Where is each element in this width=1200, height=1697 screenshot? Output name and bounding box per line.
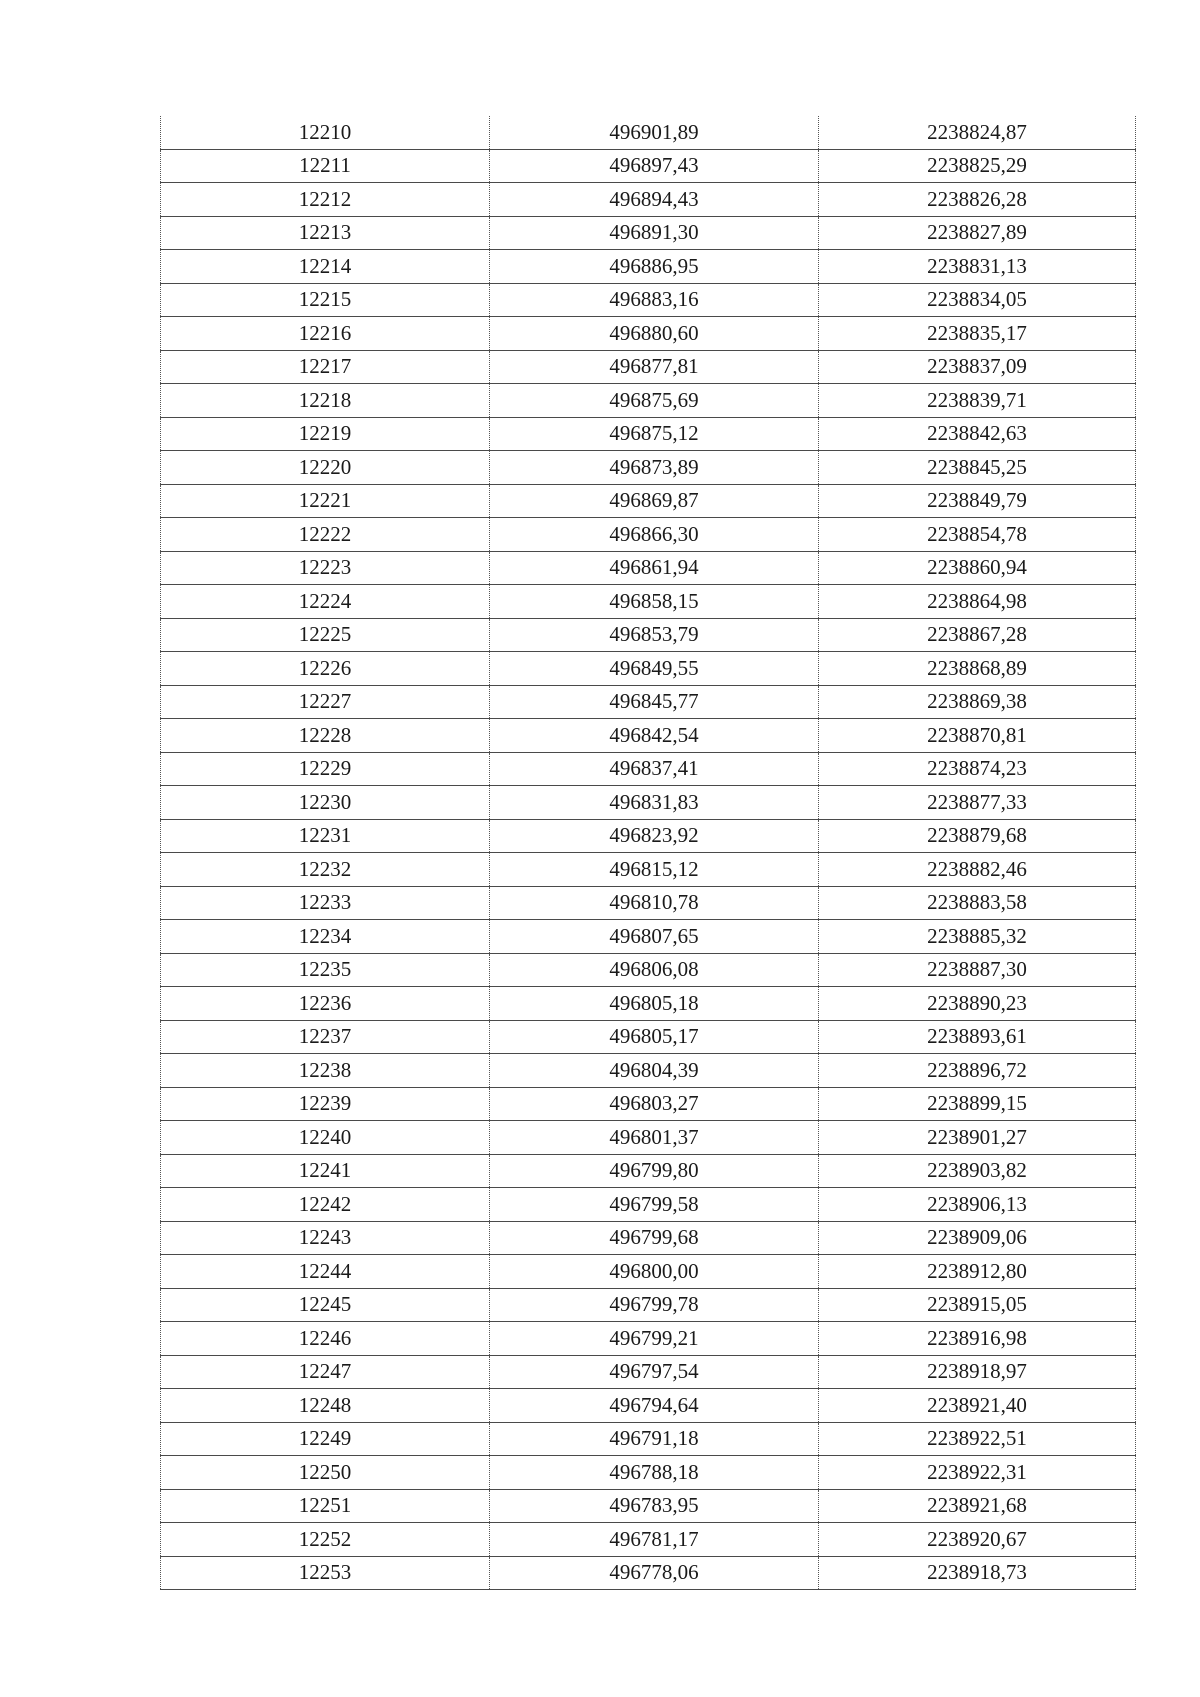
y-coordinate-cell: 2238845,25 <box>819 451 1136 485</box>
x-coordinate-cell: 496799,68 <box>490 1221 819 1255</box>
point-number-cell: 12229 <box>161 752 490 786</box>
x-coordinate-cell: 496805,18 <box>490 987 819 1021</box>
table-row <box>161 1322 1136 1356</box>
y-coordinate-cell: 2238903,82 <box>819 1154 1136 1188</box>
table-row <box>161 183 1136 217</box>
point-number-cell: 12239 <box>161 1087 490 1121</box>
point-number-cell: 12215 <box>161 283 490 317</box>
x-coordinate-cell: 496815,12 <box>490 853 819 887</box>
y-coordinate-cell: 2238909,06 <box>819 1221 1136 1255</box>
y-coordinate-cell: 2238882,46 <box>819 853 1136 887</box>
point-number-cell: 12233 <box>161 886 490 920</box>
x-coordinate-cell: 496891,30 <box>490 216 819 250</box>
point-number-cell: 12221 <box>161 484 490 518</box>
x-coordinate-cell: 496845,77 <box>490 685 819 719</box>
x-coordinate-cell: 496781,17 <box>490 1523 819 1557</box>
y-coordinate-cell: 2238893,61 <box>819 1020 1136 1054</box>
table-row <box>161 1556 1136 1590</box>
y-coordinate-cell: 2238922,31 <box>819 1456 1136 1490</box>
y-coordinate-cell: 2238868,89 <box>819 652 1136 686</box>
table-row <box>161 1087 1136 1121</box>
point-number-cell: 12250 <box>161 1456 490 1490</box>
y-coordinate-cell: 2238906,13 <box>819 1188 1136 1222</box>
point-number-cell: 12238 <box>161 1054 490 1088</box>
x-coordinate-cell: 496849,55 <box>490 652 819 686</box>
point-number-cell: 12240 <box>161 1121 490 1155</box>
x-coordinate-cell: 496807,65 <box>490 920 819 954</box>
table-row <box>161 1456 1136 1490</box>
table-row <box>161 216 1136 250</box>
table-row <box>161 484 1136 518</box>
x-coordinate-cell: 496783,95 <box>490 1489 819 1523</box>
table-row <box>161 953 1136 987</box>
point-number-cell: 12214 <box>161 250 490 284</box>
x-coordinate-cell: 496788,18 <box>490 1456 819 1490</box>
point-number-cell: 12243 <box>161 1221 490 1255</box>
table-row <box>161 585 1136 619</box>
table-row <box>161 1489 1136 1523</box>
y-coordinate-cell: 2238824,87 <box>819 116 1136 149</box>
y-coordinate-cell: 2238870,81 <box>819 719 1136 753</box>
table-row <box>161 1355 1136 1389</box>
table-row <box>161 886 1136 920</box>
x-coordinate-cell: 496877,81 <box>490 350 819 384</box>
y-coordinate-cell: 2238834,05 <box>819 283 1136 317</box>
point-number-cell: 12234 <box>161 920 490 954</box>
table-row <box>161 786 1136 820</box>
y-coordinate-cell: 2238827,89 <box>819 216 1136 250</box>
y-coordinate-cell: 2238921,40 <box>819 1389 1136 1423</box>
y-coordinate-cell: 2238874,23 <box>819 752 1136 786</box>
y-coordinate-cell: 2238831,13 <box>819 250 1136 284</box>
y-coordinate-cell: 2238922,51 <box>819 1422 1136 1456</box>
table-row <box>161 350 1136 384</box>
table-row <box>161 618 1136 652</box>
point-number-cell: 12217 <box>161 350 490 384</box>
table-row <box>161 1288 1136 1322</box>
table-row <box>161 250 1136 284</box>
coordinates-table <box>160 116 1136 1590</box>
y-coordinate-cell: 2238867,28 <box>819 618 1136 652</box>
x-coordinate-cell: 496894,43 <box>490 183 819 217</box>
x-coordinate-cell: 496778,06 <box>490 1556 819 1590</box>
x-coordinate-cell: 496801,37 <box>490 1121 819 1155</box>
x-coordinate-cell: 496799,80 <box>490 1154 819 1188</box>
x-coordinate-cell: 496886,95 <box>490 250 819 284</box>
y-coordinate-cell: 2238916,98 <box>819 1322 1136 1356</box>
y-coordinate-cell: 2238842,63 <box>819 417 1136 451</box>
x-coordinate-cell: 496831,83 <box>490 786 819 820</box>
table-row <box>161 1020 1136 1054</box>
table-row <box>161 719 1136 753</box>
x-coordinate-cell: 496803,27 <box>490 1087 819 1121</box>
y-coordinate-cell: 2238860,94 <box>819 551 1136 585</box>
x-coordinate-cell: 496875,12 <box>490 417 819 451</box>
point-number-cell: 12241 <box>161 1154 490 1188</box>
table-row <box>161 317 1136 351</box>
x-coordinate-cell: 496866,30 <box>490 518 819 552</box>
point-number-cell: 12235 <box>161 953 490 987</box>
y-coordinate-cell: 2238864,98 <box>819 585 1136 619</box>
y-coordinate-cell: 2238912,80 <box>819 1255 1136 1289</box>
table-row <box>161 417 1136 451</box>
coordinates-table-body <box>161 116 1136 1590</box>
x-coordinate-cell: 496883,16 <box>490 283 819 317</box>
y-coordinate-cell: 2238887,30 <box>819 953 1136 987</box>
point-number-cell: 12213 <box>161 216 490 250</box>
y-coordinate-cell: 2238849,79 <box>819 484 1136 518</box>
table-row <box>161 1523 1136 1557</box>
table-row <box>161 685 1136 719</box>
point-number-cell: 12223 <box>161 551 490 585</box>
x-coordinate-cell: 496858,15 <box>490 585 819 619</box>
point-number-cell: 12228 <box>161 719 490 753</box>
table-row <box>161 116 1136 149</box>
table-row <box>161 451 1136 485</box>
y-coordinate-cell: 2238896,72 <box>819 1054 1136 1088</box>
table-row <box>161 149 1136 183</box>
table-row <box>161 987 1136 1021</box>
x-coordinate-cell: 496799,21 <box>490 1322 819 1356</box>
y-coordinate-cell: 2238899,15 <box>819 1087 1136 1121</box>
x-coordinate-cell: 496837,41 <box>490 752 819 786</box>
table-row <box>161 551 1136 585</box>
table-row <box>161 1422 1136 1456</box>
x-coordinate-cell: 496797,54 <box>490 1355 819 1389</box>
x-coordinate-cell: 496800,00 <box>490 1255 819 1289</box>
table-row <box>161 752 1136 786</box>
point-number-cell: 12248 <box>161 1389 490 1423</box>
point-number-cell: 12226 <box>161 652 490 686</box>
table-row <box>161 1389 1136 1423</box>
point-number-cell: 12220 <box>161 451 490 485</box>
y-coordinate-cell: 2238825,29 <box>819 149 1136 183</box>
y-coordinate-cell: 2238901,27 <box>819 1121 1136 1155</box>
table-row <box>161 518 1136 552</box>
table-row <box>161 652 1136 686</box>
point-number-cell: 12232 <box>161 853 490 887</box>
x-coordinate-cell: 496901,89 <box>490 116 819 149</box>
point-number-cell: 12253 <box>161 1556 490 1590</box>
x-coordinate-cell: 496805,17 <box>490 1020 819 1054</box>
table-row <box>161 283 1136 317</box>
point-number-cell: 12225 <box>161 618 490 652</box>
table-row <box>161 1221 1136 1255</box>
x-coordinate-cell: 496853,79 <box>490 618 819 652</box>
point-number-cell: 12230 <box>161 786 490 820</box>
y-coordinate-cell: 2238826,28 <box>819 183 1136 217</box>
point-number-cell: 12249 <box>161 1422 490 1456</box>
y-coordinate-cell: 2238879,68 <box>819 819 1136 853</box>
x-coordinate-cell: 496861,94 <box>490 551 819 585</box>
x-coordinate-cell: 496873,89 <box>490 451 819 485</box>
point-number-cell: 12245 <box>161 1288 490 1322</box>
y-coordinate-cell: 2238885,32 <box>819 920 1136 954</box>
x-coordinate-cell: 496842,54 <box>490 719 819 753</box>
x-coordinate-cell: 496799,78 <box>490 1288 819 1322</box>
point-number-cell: 12212 <box>161 183 490 217</box>
point-number-cell: 12231 <box>161 819 490 853</box>
table-row <box>161 1255 1136 1289</box>
x-coordinate-cell: 496897,43 <box>490 149 819 183</box>
point-number-cell: 12237 <box>161 1020 490 1054</box>
x-coordinate-cell: 496810,78 <box>490 886 819 920</box>
y-coordinate-cell: 2238883,58 <box>819 886 1136 920</box>
point-number-cell: 12222 <box>161 518 490 552</box>
x-coordinate-cell: 496799,58 <box>490 1188 819 1222</box>
y-coordinate-cell: 2238854,78 <box>819 518 1136 552</box>
y-coordinate-cell: 2238837,09 <box>819 350 1136 384</box>
y-coordinate-cell: 2238839,71 <box>819 384 1136 418</box>
y-coordinate-cell: 2238869,38 <box>819 685 1136 719</box>
table-row <box>161 1154 1136 1188</box>
x-coordinate-cell: 496791,18 <box>490 1422 819 1456</box>
x-coordinate-cell: 496806,08 <box>490 953 819 987</box>
point-number-cell: 12244 <box>161 1255 490 1289</box>
point-number-cell: 12224 <box>161 585 490 619</box>
x-coordinate-cell: 496875,69 <box>490 384 819 418</box>
y-coordinate-cell: 2238835,17 <box>819 317 1136 351</box>
y-coordinate-cell: 2238915,05 <box>819 1288 1136 1322</box>
point-number-cell: 12252 <box>161 1523 490 1557</box>
table-row <box>161 1188 1136 1222</box>
table-row <box>161 819 1136 853</box>
y-coordinate-cell: 2238920,67 <box>819 1523 1136 1557</box>
y-coordinate-cell: 2238921,68 <box>819 1489 1136 1523</box>
point-number-cell: 12218 <box>161 384 490 418</box>
point-number-cell: 12227 <box>161 685 490 719</box>
table-row <box>161 853 1136 887</box>
point-number-cell: 12210 <box>161 116 490 149</box>
x-coordinate-cell: 496869,87 <box>490 484 819 518</box>
point-number-cell: 12219 <box>161 417 490 451</box>
table-row <box>161 920 1136 954</box>
point-number-cell: 12216 <box>161 317 490 351</box>
point-number-cell: 12242 <box>161 1188 490 1222</box>
point-number-cell: 12247 <box>161 1355 490 1389</box>
table-row <box>161 1121 1136 1155</box>
point-number-cell: 12251 <box>161 1489 490 1523</box>
y-coordinate-cell: 2238890,23 <box>819 987 1136 1021</box>
table-row <box>161 1054 1136 1088</box>
y-coordinate-cell: 2238918,73 <box>819 1556 1136 1590</box>
point-number-cell: 12246 <box>161 1322 490 1356</box>
y-coordinate-cell: 2238877,33 <box>819 786 1136 820</box>
x-coordinate-cell: 496880,60 <box>490 317 819 351</box>
x-coordinate-cell: 496794,64 <box>490 1389 819 1423</box>
point-number-cell: 12211 <box>161 149 490 183</box>
point-number-cell: 12236 <box>161 987 490 1021</box>
x-coordinate-cell: 496804,39 <box>490 1054 819 1088</box>
table-row <box>161 384 1136 418</box>
y-coordinate-cell: 2238918,97 <box>819 1355 1136 1389</box>
x-coordinate-cell: 496823,92 <box>490 819 819 853</box>
